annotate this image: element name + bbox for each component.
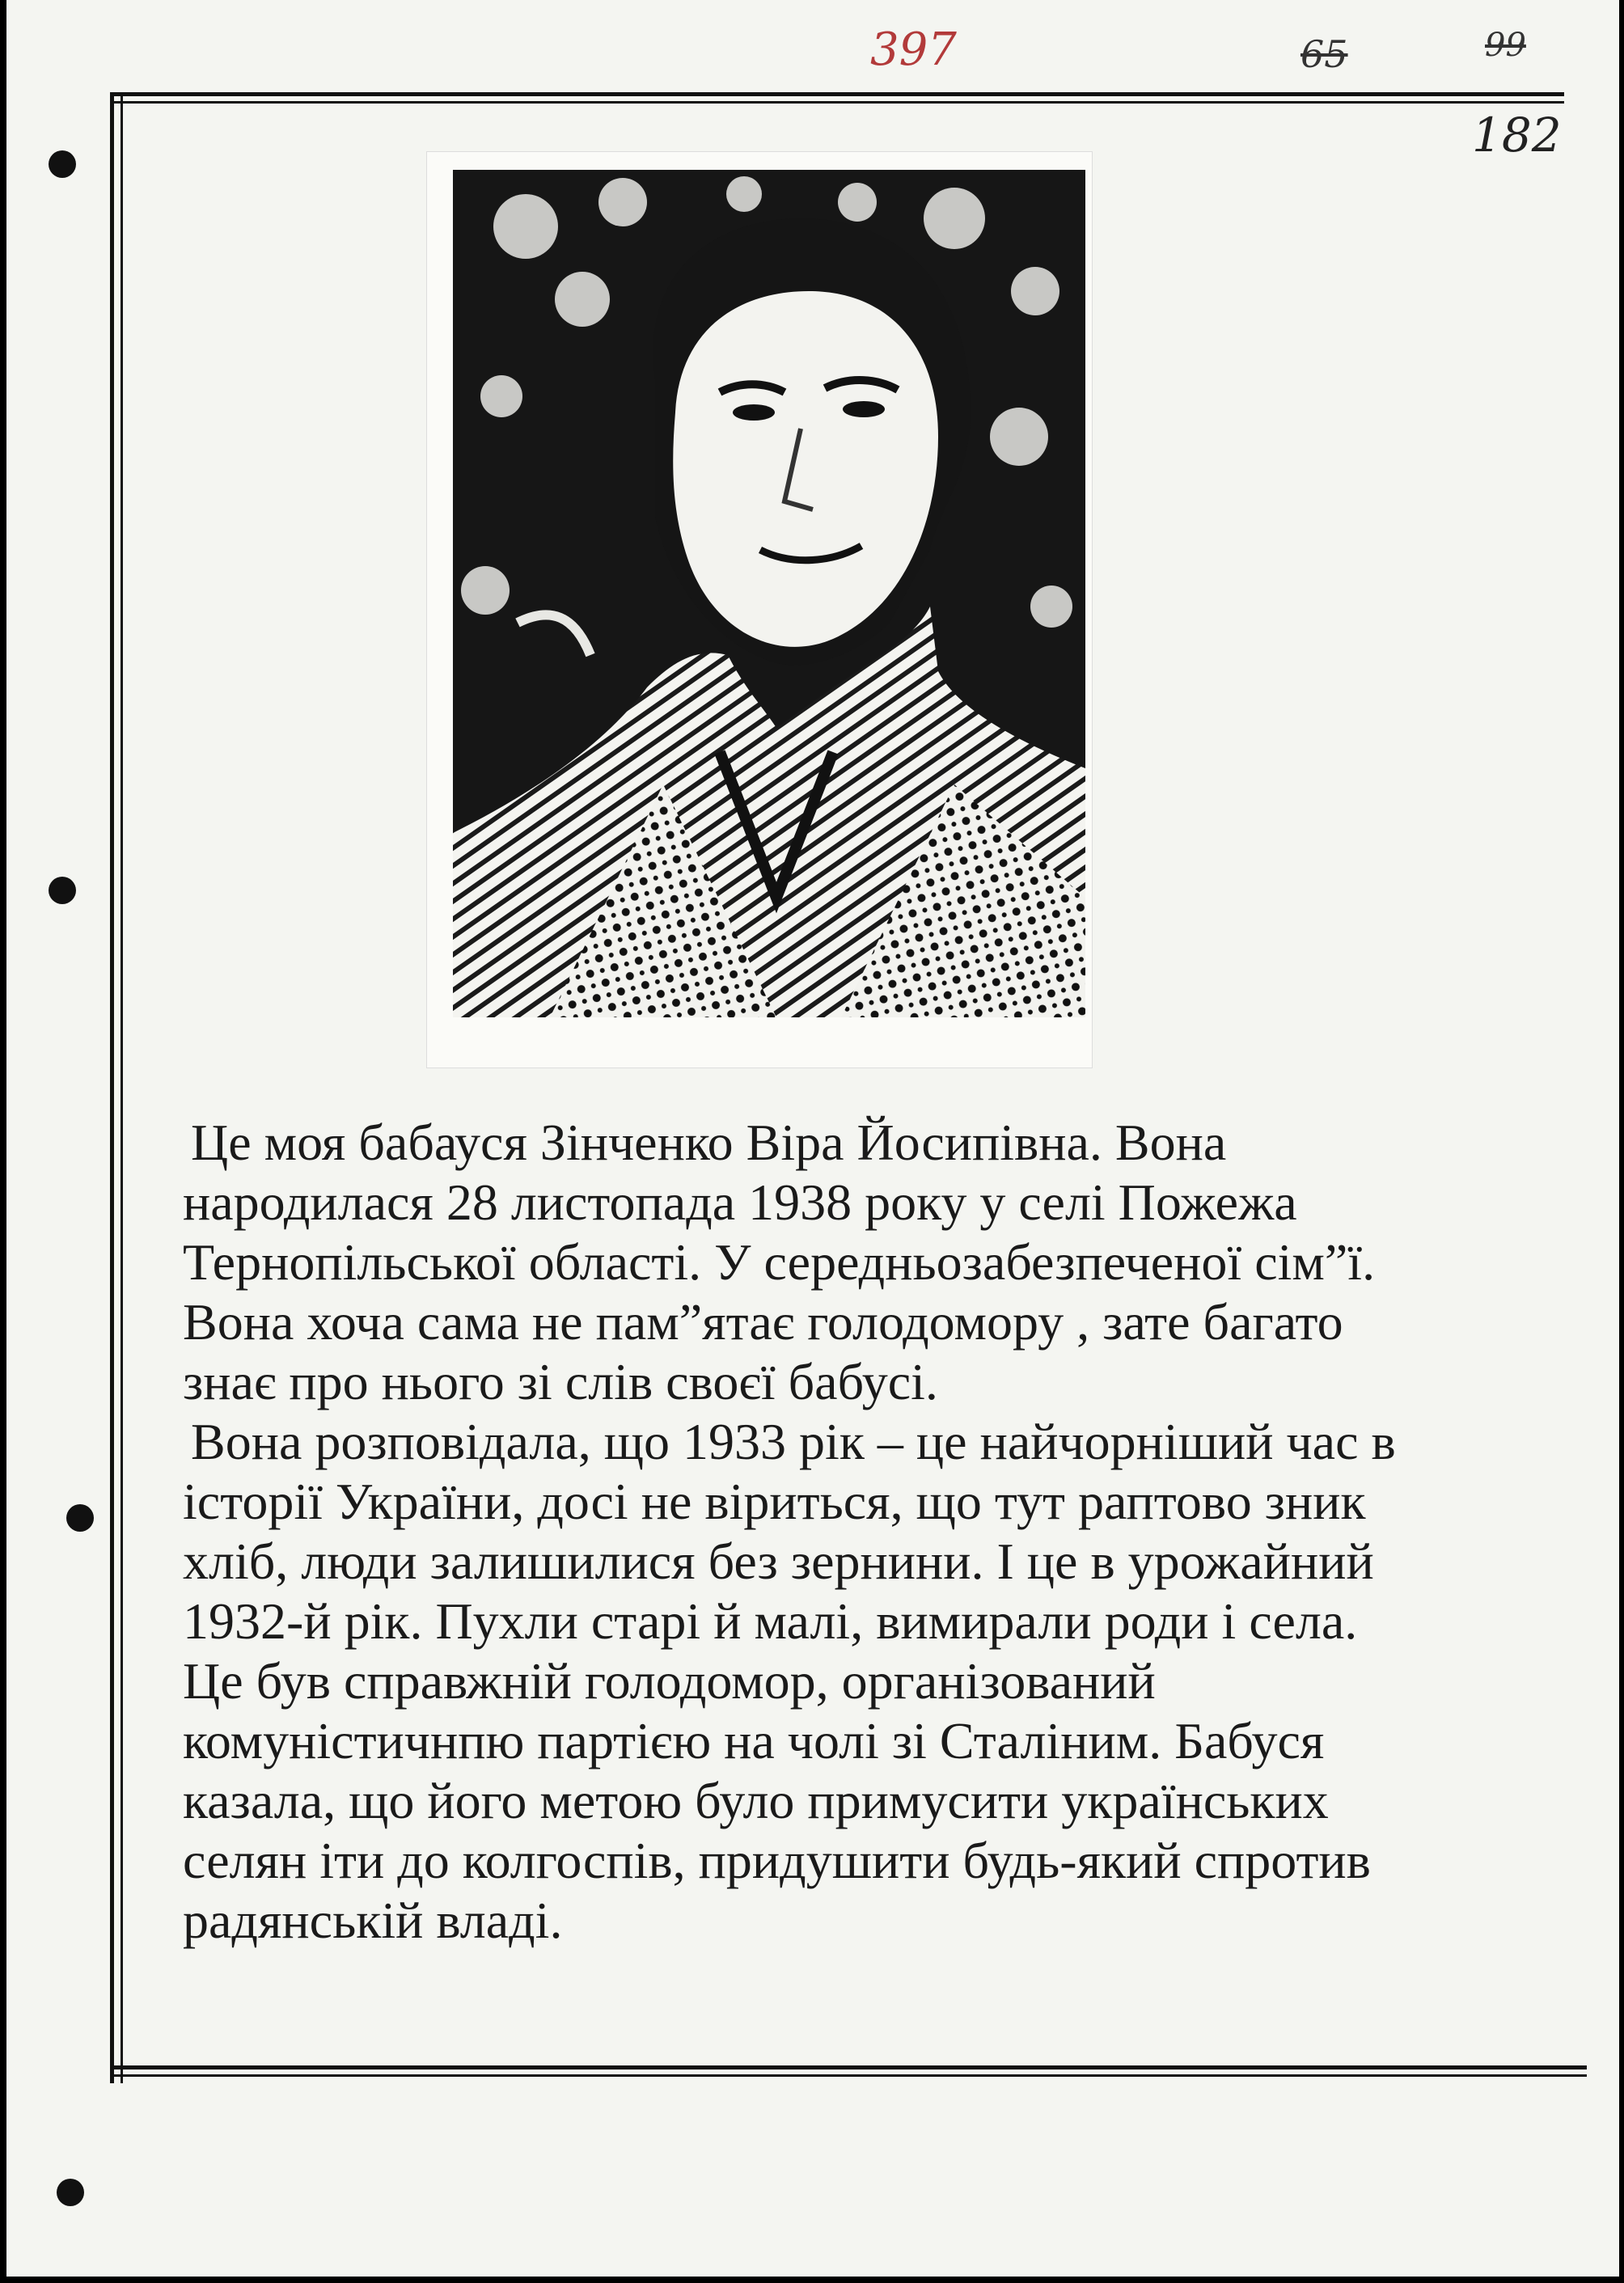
text-line: народилася 28 листопада 1938 року у селі Пожежа [183, 1173, 1297, 1231]
text-line: Тернопільської області. У середньозабезпеченої сім”ї. [183, 1233, 1376, 1291]
struck-archive-number-2: 99 [1485, 27, 1526, 64]
text-line: селян іти до колгоспів, придушити будь-який спротив [183, 1832, 1371, 1889]
punch-hole-3 [66, 1504, 94, 1532]
text-line: казала, що його метою було примусити українських [183, 1772, 1329, 1829]
text-line: Це був справжній голодомор, організований [183, 1652, 1156, 1710]
paragraph-2 [183, 1412, 1590, 1951]
portrait-image [453, 170, 1085, 1017]
text-line: Вона розповідала, що 1933 рік – це найчорніший час в [191, 1413, 1396, 1470]
text-line: Це моя бабауся Зінченко Віра Йосипівна. Вона [191, 1114, 1227, 1171]
text-line: радянській владі. [183, 1892, 563, 1949]
frame-bottom-rule [110, 2065, 1587, 2077]
archive-page-number: 397 [870, 23, 957, 76]
frame-top-rule [110, 92, 1564, 104]
punch-hole-2 [49, 877, 76, 904]
text-line: 1932-й рік. Пухли старі й малі, вимирали роди і села. [183, 1592, 1358, 1650]
biography-text [183, 1113, 1590, 1951]
punch-hole-1 [49, 150, 76, 178]
text-line: історії України, досі не віриться, що тут раптово зник [183, 1473, 1366, 1530]
paragraph-1 [183, 1113, 1590, 1412]
struck-archive-number: 65 [1300, 32, 1348, 76]
text-line: знає про нього зі слів своєї бабусі. [183, 1353, 938, 1410]
text-line: хліб, люди залишилися без зернини. І це в урожайний [183, 1533, 1374, 1590]
text-line: Вона хоча сама не пам”ятає голодомору , зате багато [183, 1293, 1343, 1351]
frame-left-rule [110, 95, 123, 2083]
punch-hole-4 [57, 2179, 84, 2206]
sheet-number: 182 [1472, 108, 1562, 163]
portrait-photo [427, 152, 1092, 1068]
document-page [6, 0, 1619, 2277]
text-line: комуністичнпю партією на чолі зі Сталіним. Бабуся [183, 1712, 1325, 1769]
